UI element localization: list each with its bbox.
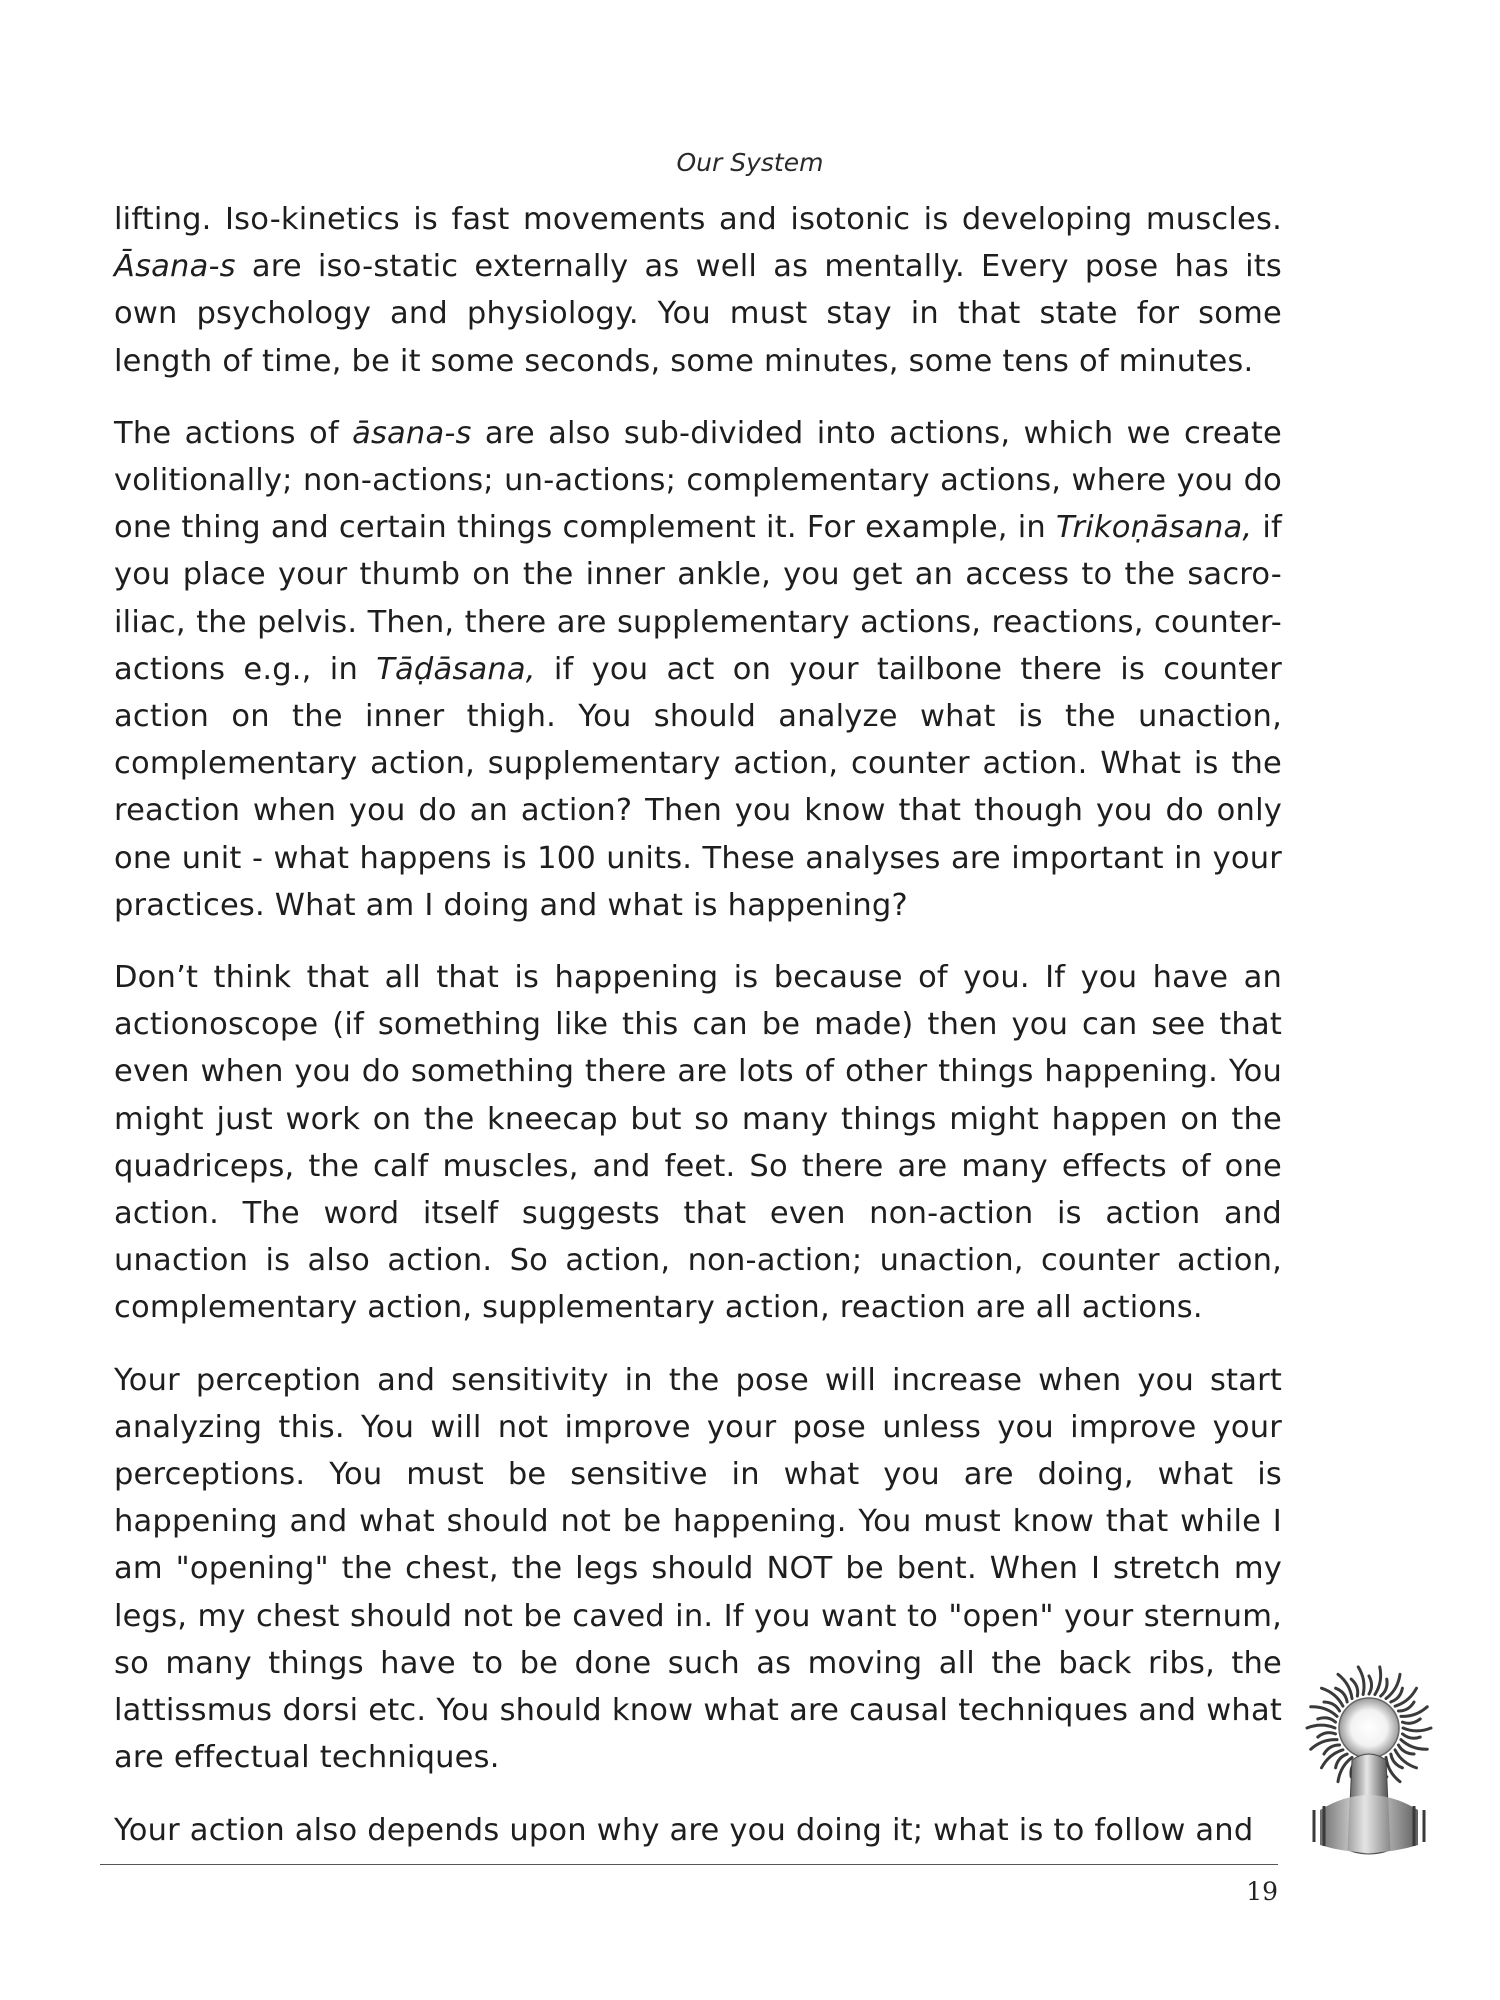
emblem-ray [1318,1718,1336,1722]
emblem-ray [1307,1725,1335,1728]
emblem-ray [1311,1740,1337,1750]
paragraph [114,196,1282,385]
page-number: 19 [1246,1877,1278,1906]
text-run: Don’t think that all that is happening is because of you. If you have an actionoscope (if something like this can be made) then you can see that even when you do something there are lots of other things happening. You might just work on the kneecap but so many things might happen on the quadriceps, the calf muscles, and feet. So there are many effects of one action. The word itself suggests that even non-action is action and unaction is also action. So action, non-action; unaction, counter action, complementary action, supplementary action, reaction are all actions. [114,960,1282,1326]
italic-term: āsana-s [352,415,472,451]
emblem-ray [1401,1740,1427,1750]
running-head: Our System [676,148,824,177]
emblem-ray [1402,1719,1420,1723]
emblem-ray [1375,1667,1381,1695]
emblem-ray [1369,1676,1372,1694]
text-run: are iso-static externally as well as mentally. Every pose has its own psychology and physiology. You must stay in that state for some length of time, be it some seconds, some minutes, some tens of minutes. [114,249,1282,379]
paragraph [114,954,1282,1332]
emblem-ray [1311,1707,1337,1717]
text-run: Your perception and sensitivity in the pose will increase when you start analyzing this. You will not improve your pose unless you improve your perceptions. You must be sensitive in what you are doing, what is happening and what should not be happening. You must know that while I am "opening" the chest, the legs should NOT be bent. When I stretch my legs, my chest should not be caved in. If you want to "open" your sternum, so many things have to be done such as moving all the back ribs, the lattissmus dorsi etc. You should know what are causal techniques and what are effectual techniques. [114,1362,1282,1776]
emblem-ray [1318,1733,1336,1737]
italic-term: Āsana-s [114,249,236,285]
text-run: are also sub-divided into actions, which we create volitionally; non-actions; un-actions; complementary actions, where you do one thing and certain things complement it. For example, in [114,415,1283,546]
text-run: The actions of [114,415,353,451]
paragraph [114,410,1282,929]
emblem-ray [1401,1707,1427,1717]
emblem-ray [1403,1728,1431,1731]
emblem-ray [1402,1734,1420,1738]
sun-lamp-emblem-icon [1290,1660,1448,1860]
text-run: Your action also depends upon why are you doing it; what is to follow and [114,1812,1254,1848]
text-run: if you place your thumb on the inner ankle, you get an access to the sacro-iliac, the pelvis. Then, there are supplementary actions, reactions, counter-actions e.g., in [114,510,1282,687]
body-text [114,196,1282,1879]
paragraph [114,1807,1282,1854]
footer-rule [100,1864,1278,1865]
italic-term: Trikoṇāsana, [1056,510,1253,546]
text-run: lifting. Iso-kinetics is fast movements and isotonic is developing muscles. [114,202,1282,237]
paragraph [114,1357,1282,1782]
italic-term: Tāḍāsana, [376,651,536,687]
text-run: if you act on your tailbone there is counter action on the inner thigh. You should analyze what is the unaction, complementary action, supplementary action, counter action. What is the reaction when you do an action? Then you know that though you do only one unit - what happens is 100 units. These analyses are important in your practices. What am I doing and what is happening? [114,651,1282,923]
